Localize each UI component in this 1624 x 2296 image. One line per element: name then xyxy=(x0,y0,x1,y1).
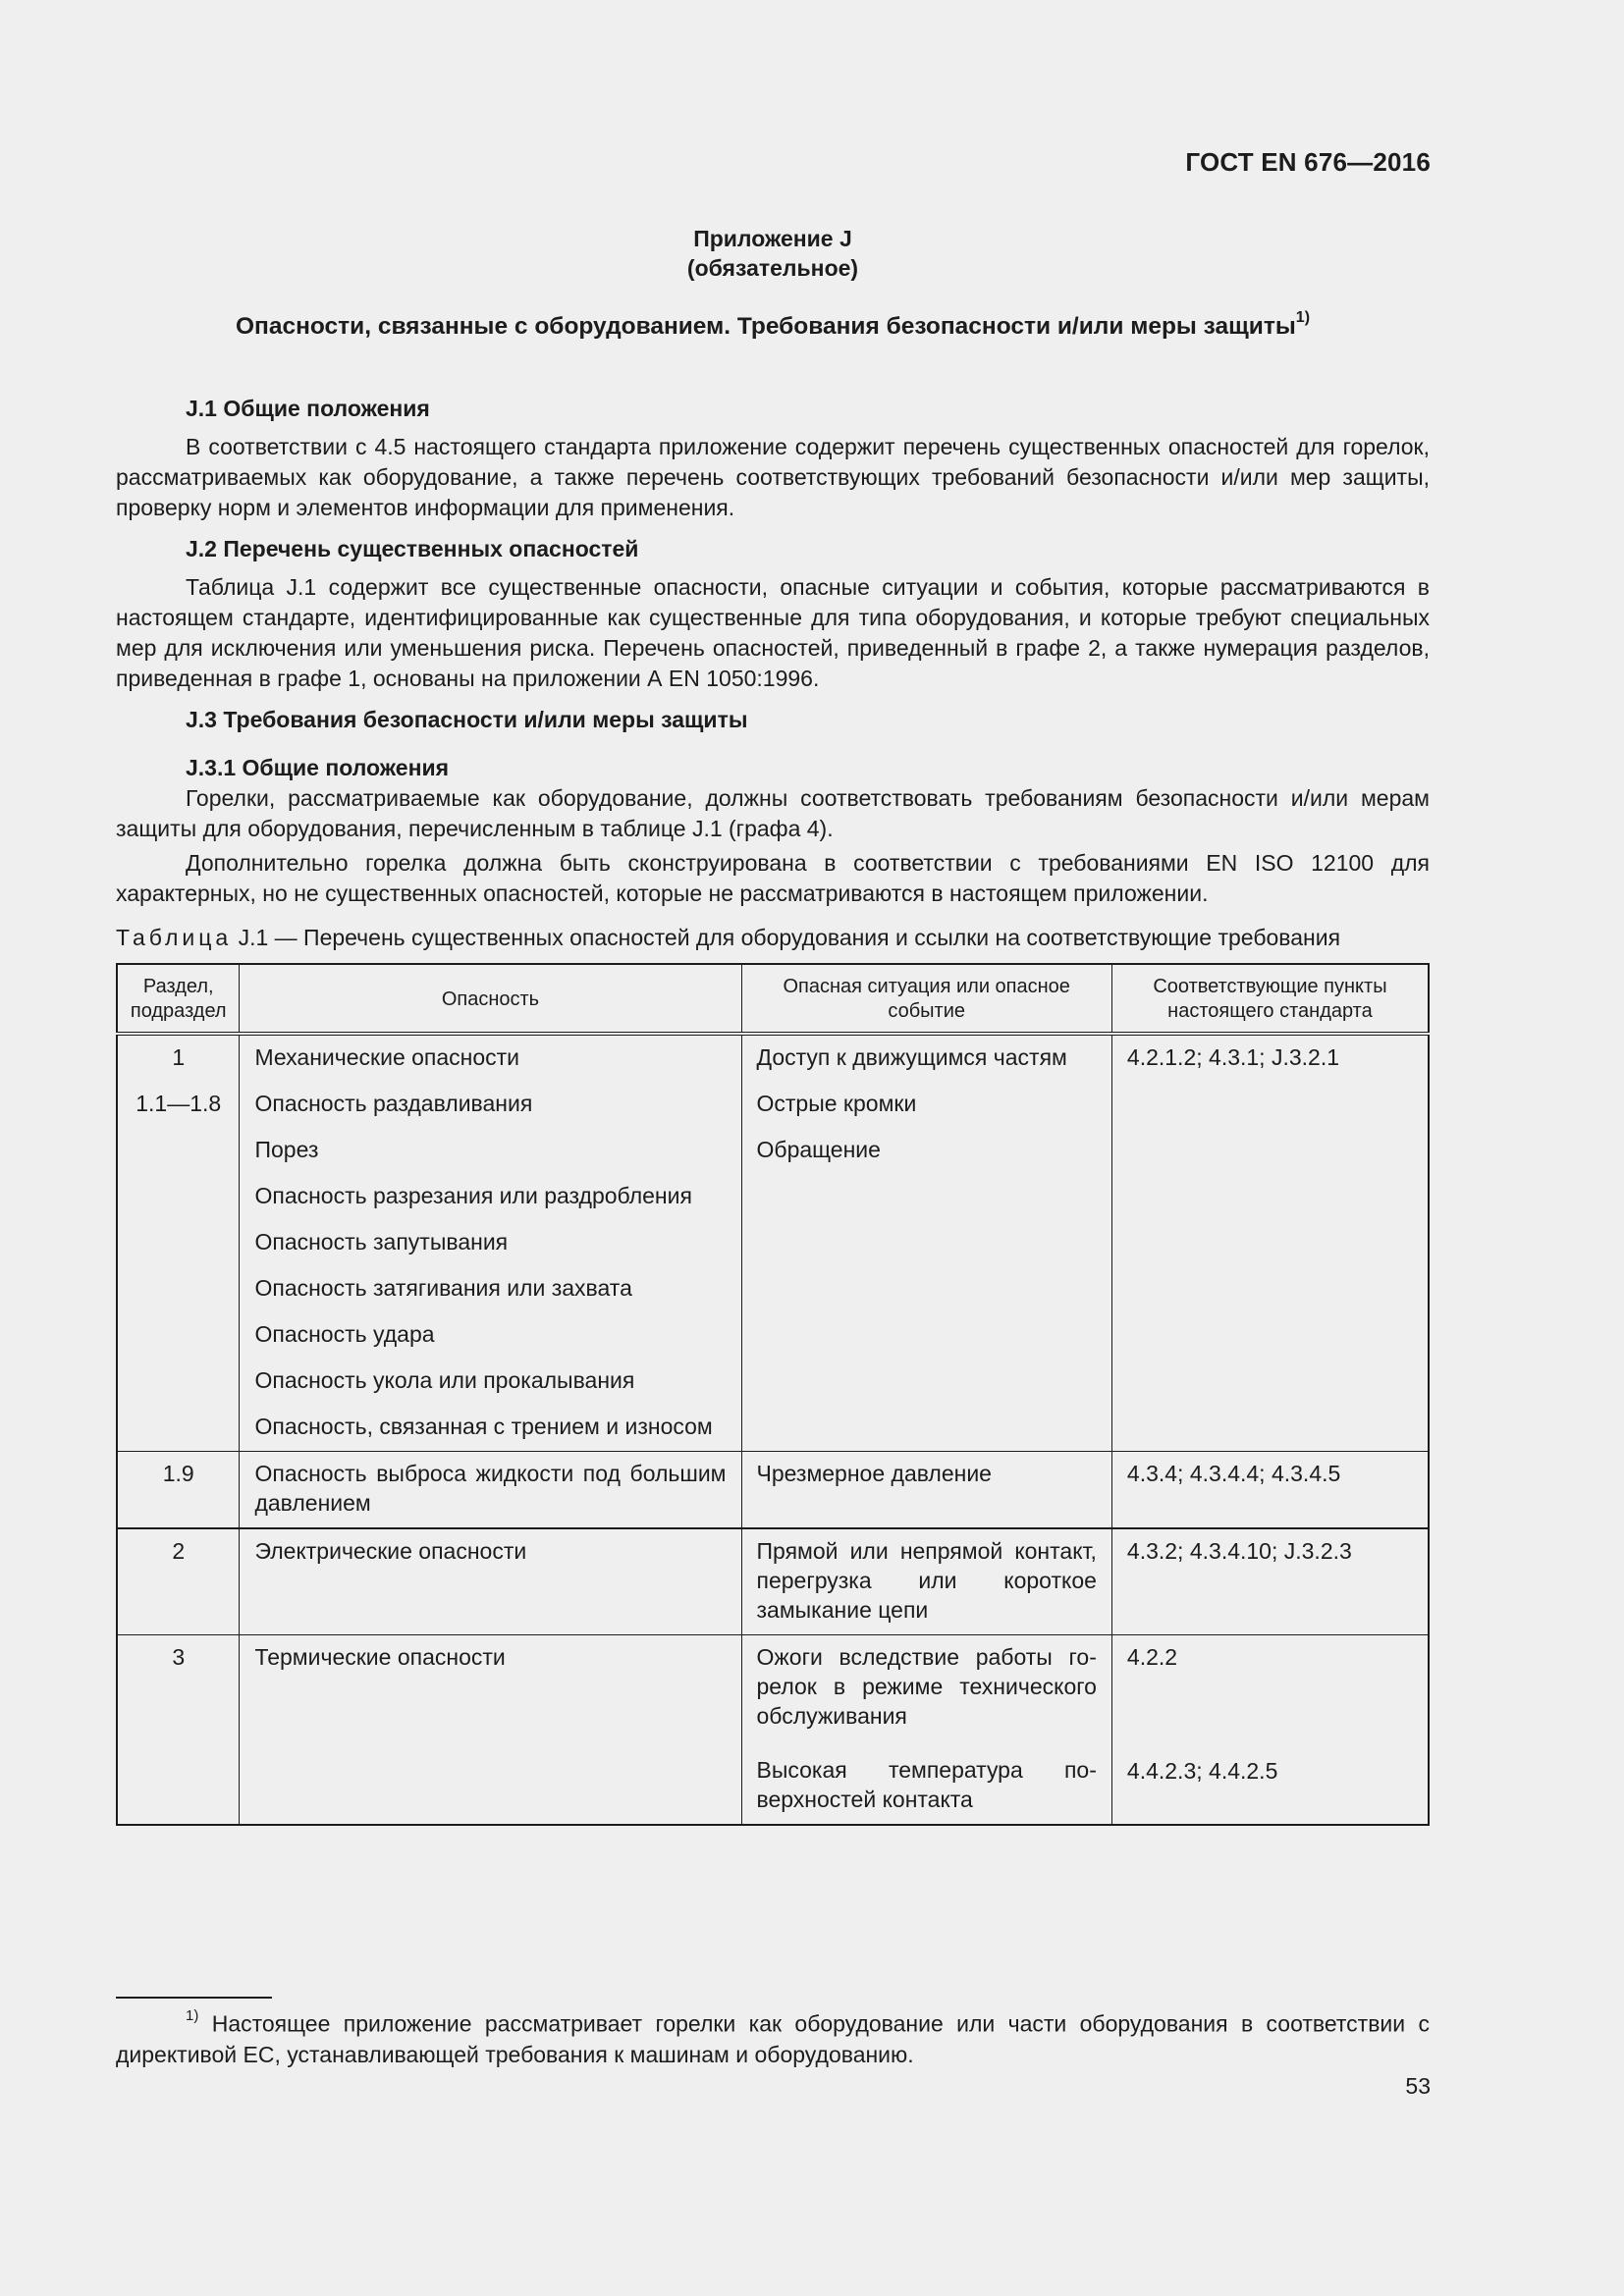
standard-code: ГОСТ EN 676—2016 xyxy=(1185,147,1431,177)
cell-hazard: Электрические опасности xyxy=(254,1538,527,1564)
cell-situation: Высокая температура поверхностей контакта xyxy=(756,1757,1097,1812)
table-header-row xyxy=(117,964,1429,1034)
section-text-j2: Таблица J.1 содержит все существенные опасности, опасные ситуации и события, которые рассматриваются в настоящем стандарте, идентифицированные как существенные для типа оборудования, и которые требуют специальных мер для исключения или уменьшения риска. Перечень опасностей, приведенный в графе 2, а также нумерация разделов, приведенная в графе 1, основаны на приложении А EN 1050:1996. xyxy=(116,574,1430,691)
annex-label: Приложение J xyxy=(693,226,852,251)
section-text-j31-2: Дополнительно горелка должна быть сконструирована в соответствии с требованиями EN ISO 12100 для характерных, но не существенных опасностей, которые не рассматриваются в настоящем приложении. xyxy=(116,850,1430,906)
cell-hazard: Порез xyxy=(254,1137,319,1162)
section-heading-j1: J.1 Общие положения xyxy=(186,396,430,421)
section-text-j1: В соответствии с 4.5 настоящего стандарта приложение содержит перечень существенных опасностей для горелок, рассматриваемых как оборудование, а также перечень соответствующих требований безопасности и/или мер защиты, проверку норм и элементов информации для применения. xyxy=(116,434,1430,520)
section-heading-j2: J.2 Перечень существенных опасностей xyxy=(186,536,639,561)
header-hazard: Опасность xyxy=(240,964,741,1034)
annex-title xyxy=(116,309,1430,341)
cell-hazard: Опасность выброса жидкости под большим давлением xyxy=(254,1461,727,1516)
cell-situation: Острые кромки xyxy=(756,1091,917,1116)
footnote-mark: 1) xyxy=(186,2007,199,2024)
cell-clauses: 4.4.2.3; 4.4.2.5 xyxy=(1126,1758,1278,1784)
cell-section: 1.1—1.8 xyxy=(135,1091,222,1116)
table-caption-label: Таблица xyxy=(116,925,233,950)
section-heading-j31: J.3.1 Общие положения xyxy=(186,755,450,780)
cell-situation: Прямой или непрямой контакт, перегрузка или короткое замыкание цепи xyxy=(756,1538,1097,1623)
table-caption xyxy=(116,923,1430,953)
cell-hazard: Термические опасности xyxy=(254,1644,506,1670)
document-body xyxy=(116,394,1430,1826)
section-text-j31-1: Горелки, рассматриваемые как оборудование, должны соответствовать требованиям безопасности и/или мерам защиты для оборудования, перечисленным в таблице J.1 (графа 4). xyxy=(116,785,1430,841)
cell-clauses: 4.2.1.2; 4.3.1; J.3.2.1 xyxy=(1126,1044,1340,1070)
cell-hazard: Опасность запутывания xyxy=(254,1229,509,1255)
cell-hazard: Опасность раздавливания xyxy=(254,1091,533,1116)
cell-section: 2 xyxy=(172,1538,186,1564)
table-caption-text: J.1 — Перечень существенных опасностей для оборудования и ссылки на соответствующие требования xyxy=(232,925,1341,950)
section-heading-j3: J.3 Требования безопасности и/или меры защиты xyxy=(186,707,748,732)
cell-situation: Чрезмерное давление xyxy=(756,1461,992,1486)
cell-section: 3 xyxy=(172,1644,186,1670)
table-row xyxy=(117,1528,1429,1635)
cell-situation: Обращение xyxy=(756,1137,881,1162)
annex-status: (обязательное) xyxy=(686,255,859,281)
cell-situation: Доступ к движущимся частям xyxy=(756,1044,1067,1070)
cell-situation: Ожоги вследствие работы горелок в режиме технического обслуживания xyxy=(756,1644,1097,1729)
table-row xyxy=(117,1452,1429,1529)
header-situation: Опасная ситуация или опасное событие xyxy=(741,964,1111,1034)
cell-clauses: 4.2.2 xyxy=(1126,1644,1178,1670)
footnote-text: Настоящее приложение рассматривает горелки как оборудование или части оборудования в соответствии с директивой ЕС, устанавливающей требования к машинам и оборудованию. xyxy=(116,2010,1430,2067)
cell-hazard: Опасность укола или прокалывания xyxy=(254,1367,635,1393)
cell-hazard: Опасность, связанная с трением и износом xyxy=(254,1414,713,1439)
cell-hazard: Опасность разрезания или раздробления xyxy=(254,1183,692,1208)
header-clauses: Соответствующие пункты настоящего стандарта xyxy=(1111,964,1429,1034)
cell-section: 1 xyxy=(172,1044,186,1070)
header-section: Раздел, подраздел xyxy=(117,964,240,1034)
cell-section: 1.9 xyxy=(162,1461,194,1486)
cell-hazard: Опасность затягивания или захвата xyxy=(254,1275,632,1301)
hazards-table xyxy=(116,963,1430,1826)
annex-title-text: Опасности, связанные с оборудованием. Требования безопасности и/или меры защиты xyxy=(235,313,1296,341)
table-row xyxy=(117,1034,1429,1452)
cell-hazard: Опасность удара xyxy=(254,1321,435,1347)
cell-clauses: 4.3.2; 4.3.4.10; J.3.2.3 xyxy=(1126,1538,1352,1564)
table-row xyxy=(117,1635,1429,1826)
page-number: 53 xyxy=(1405,2073,1431,2099)
cell-clauses: 4.3.4; 4.3.4.4; 4.3.4.5 xyxy=(1126,1461,1341,1486)
footnote-separator xyxy=(116,1997,272,1999)
footnote xyxy=(116,2003,1430,2070)
footnote-ref: 1) xyxy=(1295,309,1311,326)
cell-hazard: Механические опасности xyxy=(254,1044,520,1070)
annex-heading xyxy=(116,224,1430,283)
